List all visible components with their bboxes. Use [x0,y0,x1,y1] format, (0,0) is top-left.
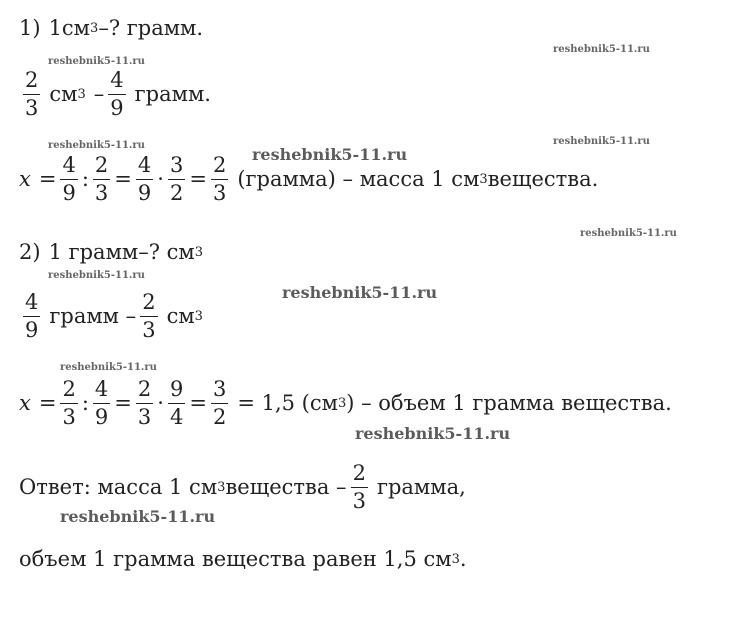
denominator: 3 [62,405,76,429]
numerator: 3 [211,379,228,404]
fraction [108,70,125,119]
denominator: 2 [169,181,184,205]
equals: = [38,391,57,415]
fraction [140,292,157,341]
step-label: 1) [19,16,41,40]
fraction [211,155,228,204]
answer-text: объем 1 грамма вещества равен 1,5 см [19,547,452,571]
equals: = [189,391,207,415]
operator: · [157,167,164,191]
watermark: reshebnik5-11.ru [282,283,438,302]
fraction [136,379,153,428]
watermark: reshebnik5-11.ru [48,56,145,67]
text: грамм. [134,82,211,106]
unit-text: см [166,304,195,328]
equals: = [38,167,57,191]
numerator: 2 [136,379,153,404]
numerator: 2 [60,379,77,404]
watermark: reshebnik5-11.ru [60,362,157,373]
numerator: 4 [23,292,40,317]
numerator: 2 [211,155,228,180]
fraction [136,155,153,204]
numerator: 2 [23,70,40,95]
answer-text: вещества – [225,475,347,499]
unit-text: 1см [48,16,91,40]
denominator: 3 [352,489,366,513]
denominator: 9 [62,181,76,205]
numerator: 2 [93,155,110,180]
proportion-1: $\frac{2}{3}$ см 3 – $\frac{4}{9}$ грамм. [25,68,211,120]
operator: : [81,167,89,191]
fraction [93,155,110,204]
answer-text: . [459,547,467,571]
watermark: reshebnik5-11.ru [553,136,650,147]
denominator: 2 [212,405,227,429]
denominator: 9 [94,405,109,429]
text: = 1,5 (см [237,391,338,415]
step1-heading: 1) 1см 3 –? грамм. [19,16,204,40]
numerator: 9 [168,379,185,404]
equation-1: x = $\frac{4}{9}$ : $\frac{2}{3}$ = $\frac{4}{9}$ · $\frac{3}{2}$ = $\frac{2}{3}$ (грамма) – масса 1 см 3 вещества. [19,153,599,205]
fraction [211,379,228,428]
fraction [93,379,110,428]
operator: · [157,391,164,415]
denominator: 3 [137,405,152,429]
numerator: 4 [93,379,110,404]
variable: x [19,391,31,415]
answer-text: Ответ: масса 1 см [19,475,218,499]
question-text: 1 грамм–? см [48,240,195,264]
denominator: 3 [94,181,109,205]
denominator: 3 [142,318,156,342]
unit-text: см [49,82,78,106]
watermark: reshebnik5-11.ru [252,145,408,164]
watermark: reshebnik5-11.ru [48,270,145,281]
question-text: –? грамм. [98,16,204,40]
denominator: 9 [137,181,152,205]
fraction [351,463,368,512]
fraction [168,155,185,204]
denominator: 3 [25,96,39,120]
fraction [60,155,77,204]
step-label: 2) [19,240,41,264]
fraction [168,379,185,428]
denominator: 3 [212,181,227,205]
fraction [23,292,40,341]
operator: : [81,391,89,415]
watermark: reshebnik5-11.ru [355,424,511,443]
denominator: 9 [25,318,39,342]
numerator: 2 [351,463,368,488]
numerator: 4 [136,155,153,180]
answer-line-2: объем 1 грамма вещества равен 1,5 см 3 . [19,547,467,571]
watermark: reshebnik5-11.ru [553,44,650,55]
equals: = [114,391,132,415]
denominator: 9 [110,96,124,120]
equals: = [189,167,207,191]
equation-2: x = $\frac{2}{3}$ : $\frac{4}{9}$ = $\frac{2}{3}$ · $\frac{9}{4}$ = $\frac{3}{2}$ = 1,5 (см 3 ) – объем 1 грамма вещества. [19,377,672,429]
numerator: 2 [140,292,157,317]
numerator: 4 [108,70,125,95]
text: вещества. [487,167,599,191]
fraction [23,70,40,119]
text: грамм – [49,304,137,328]
watermark: reshebnik5-11.ru [48,140,145,151]
proportion-2: $\frac{4}{9}$ грамм – $\frac{2}{3}$ см 3 [25,290,203,342]
numerator: 3 [168,155,185,180]
numerator: 4 [60,155,77,180]
variable: x [19,167,31,191]
equals: = [114,167,132,191]
dash: – [93,82,105,106]
watermark: reshebnik5-11.ru [60,507,216,526]
text: (грамма) – масса 1 см [237,167,480,191]
step2-heading: 2) 1 грамм–? см 3 [19,240,204,264]
denominator: 4 [169,405,184,429]
fraction [60,379,77,428]
answer-line-1: Ответ: масса 1 см 3 вещества – $\frac{2}{3}$ грамма, [19,461,466,513]
text: ) – объем 1 грамма вещества. [346,391,672,415]
watermark: reshebnik5-11.ru [580,228,677,239]
answer-text: грамма, [376,475,466,499]
